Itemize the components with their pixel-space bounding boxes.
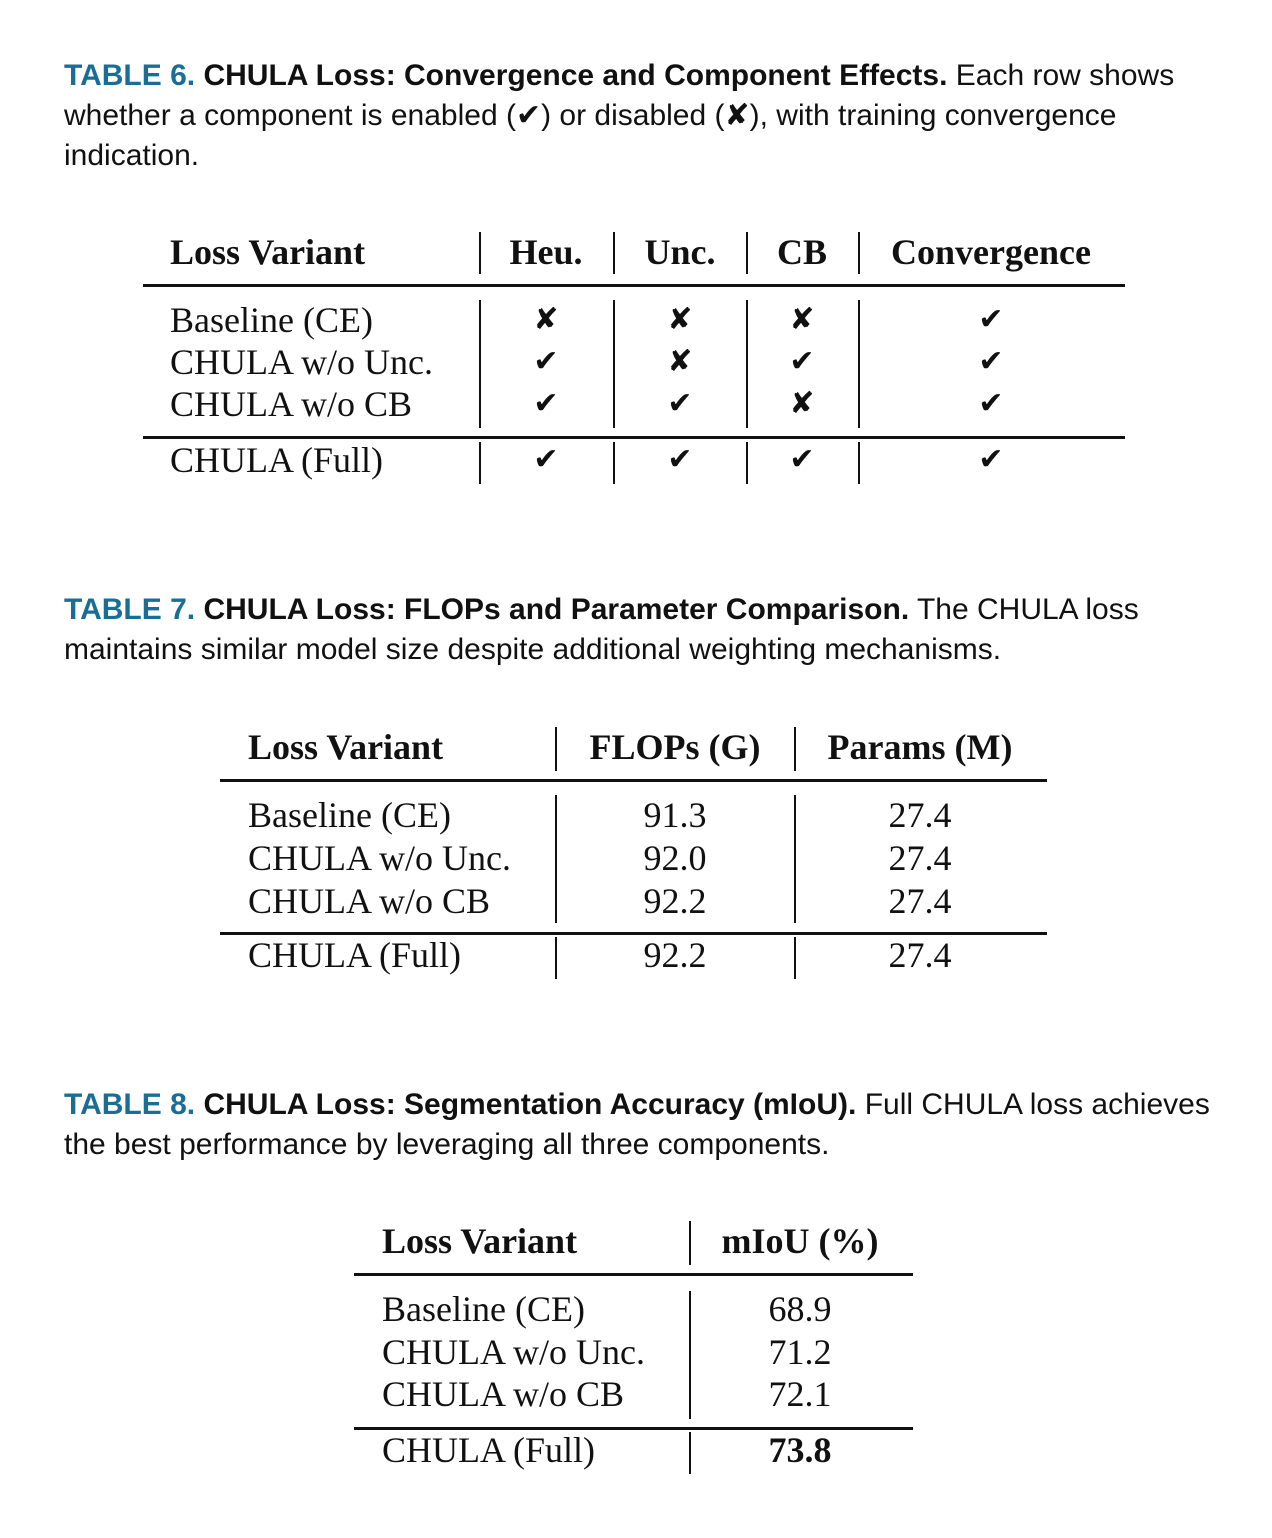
table7-params-cell: 27.4 [888, 935, 952, 975]
table6-row-variant: Baseline (CE) [170, 300, 373, 340]
table6-title: CHULA Loss: Convergence and Component Effects. [203, 59, 948, 92]
table7-params-cell: 27.4 [888, 838, 952, 878]
table8-label: TABLE 8. [64, 1088, 196, 1121]
table7-flops-cell: 92.2 [643, 935, 707, 975]
table8-miou-best-cell: 73.8 [768, 1430, 832, 1470]
table6-vrule [479, 232, 481, 274]
table7-vrule [794, 727, 796, 771]
table7-flops-cell: 92.2 [643, 881, 707, 921]
table7-row-variant: Baseline (CE) [248, 795, 451, 835]
table7-vrule [794, 937, 796, 979]
table6-vrule [746, 300, 748, 428]
table8-row-variant: CHULA (Full) [382, 1430, 596, 1470]
table7-row-variant: CHULA w/o Unc. [248, 838, 511, 878]
table7-row-variant: CHULA w/o CB [248, 881, 491, 921]
checkmark-icon: ✔ [533, 442, 559, 477]
table6-vrule [858, 232, 860, 274]
table8-miou-cell: 71.2 [768, 1332, 832, 1372]
cross-icon: ✘ [667, 344, 693, 379]
cross-icon: ✘ [789, 386, 815, 421]
cross-icon: ✘ [789, 302, 815, 337]
checkmark-icon: ✔ [667, 386, 693, 421]
table6-header-heu: Heu. [509, 232, 583, 272]
table6-vrule [746, 442, 748, 484]
checkmark-icon: ✔ [978, 386, 1004, 421]
table6-vrule [479, 300, 481, 428]
checkmark-icon: ✔ [533, 386, 559, 421]
table8-row-variant: CHULA w/o CB [382, 1374, 625, 1414]
table6-vrule [858, 442, 860, 484]
table6-vrule [746, 232, 748, 274]
table7-flops-cell: 92.0 [643, 838, 707, 878]
table8-vrule [689, 1221, 691, 1265]
checkmark-icon: ✔ [978, 302, 1004, 337]
table7-flops-cell: 91.3 [643, 795, 707, 835]
table6-vrule [858, 300, 860, 428]
table6-label: TABLE 6. [64, 59, 196, 92]
table6-vrule [613, 300, 615, 428]
table7-vrule [555, 795, 557, 923]
table7-row-variant: CHULA (Full) [248, 935, 462, 975]
table6-header-convergence: Convergence [891, 232, 1091, 272]
checkmark-icon: ✔ [789, 344, 815, 379]
checkmark-icon: ✔ [978, 442, 1004, 477]
table8-header-rule [354, 1273, 913, 1276]
table6-midrule [143, 436, 1125, 439]
table7-header-params: Params (M) [827, 727, 1013, 767]
table7-header-rule [220, 779, 1047, 782]
table7-params-cell: 27.4 [888, 881, 952, 921]
table8-description: Full CHULA loss achieves the best performance by leveraging all three components. [64, 1088, 1210, 1161]
table7-label: TABLE 7. [64, 593, 196, 626]
table8-miou-cell: 72.1 [768, 1374, 832, 1414]
table8-miou-cell: 68.9 [768, 1289, 832, 1329]
table8-title: CHULA Loss: Segmentation Accuracy (mIoU). [203, 1088, 857, 1121]
table7-header-variant: Loss Variant [248, 727, 444, 767]
table6-vrule [613, 442, 615, 484]
table7-header-flops: FLOPs (G) [589, 727, 761, 767]
table6-header-cb: CB [776, 232, 828, 272]
table8-caption [64, 1085, 1224, 1165]
table7-params-cell: 27.4 [888, 795, 952, 835]
table8-header-miou: mIoU (%) [721, 1221, 879, 1261]
table7-title: CHULA Loss: FLOPs and Parameter Comparison. [203, 593, 910, 626]
table6-row-variant: CHULA (Full) [170, 440, 384, 480]
table7-description: The CHULA loss maintains similar model size despite additional weighting mechanisms. [64, 593, 1139, 666]
checkmark-icon: ✔ [978, 344, 1004, 379]
checkmark-icon: ✔ [789, 442, 815, 477]
cross-icon: ✘ [533, 302, 559, 337]
table6-row-variant: CHULA w/o CB [170, 384, 413, 424]
table8-row-variant: CHULA w/o Unc. [382, 1332, 645, 1372]
table7-vrule [555, 937, 557, 979]
table8-row-variant: Baseline (CE) [382, 1289, 585, 1329]
checkmark-icon: ✔ [667, 442, 693, 477]
table8-vrule [689, 1432, 691, 1474]
cross-icon: ✘ [667, 302, 693, 337]
checkmark-icon: ✔ [533, 344, 559, 379]
table7-caption [64, 590, 1224, 670]
table6-row-variant: CHULA w/o Unc. [170, 342, 433, 382]
table8-header-variant: Loss Variant [382, 1221, 578, 1261]
table7-vrule [794, 795, 796, 923]
table6-header-unc: Unc. [644, 232, 716, 272]
table8-vrule [689, 1291, 691, 1419]
table6-header-variant: Loss Variant [170, 232, 366, 272]
table6-vrule [613, 232, 615, 274]
table6-vrule [479, 442, 481, 484]
table6-caption [64, 56, 1224, 176]
table6-header-rule [143, 284, 1125, 287]
table6-description: Each row shows whether a component is enabled (✔) or disabled (✘), with training convergence indication. [64, 59, 1175, 172]
table7-vrule [555, 727, 557, 771]
